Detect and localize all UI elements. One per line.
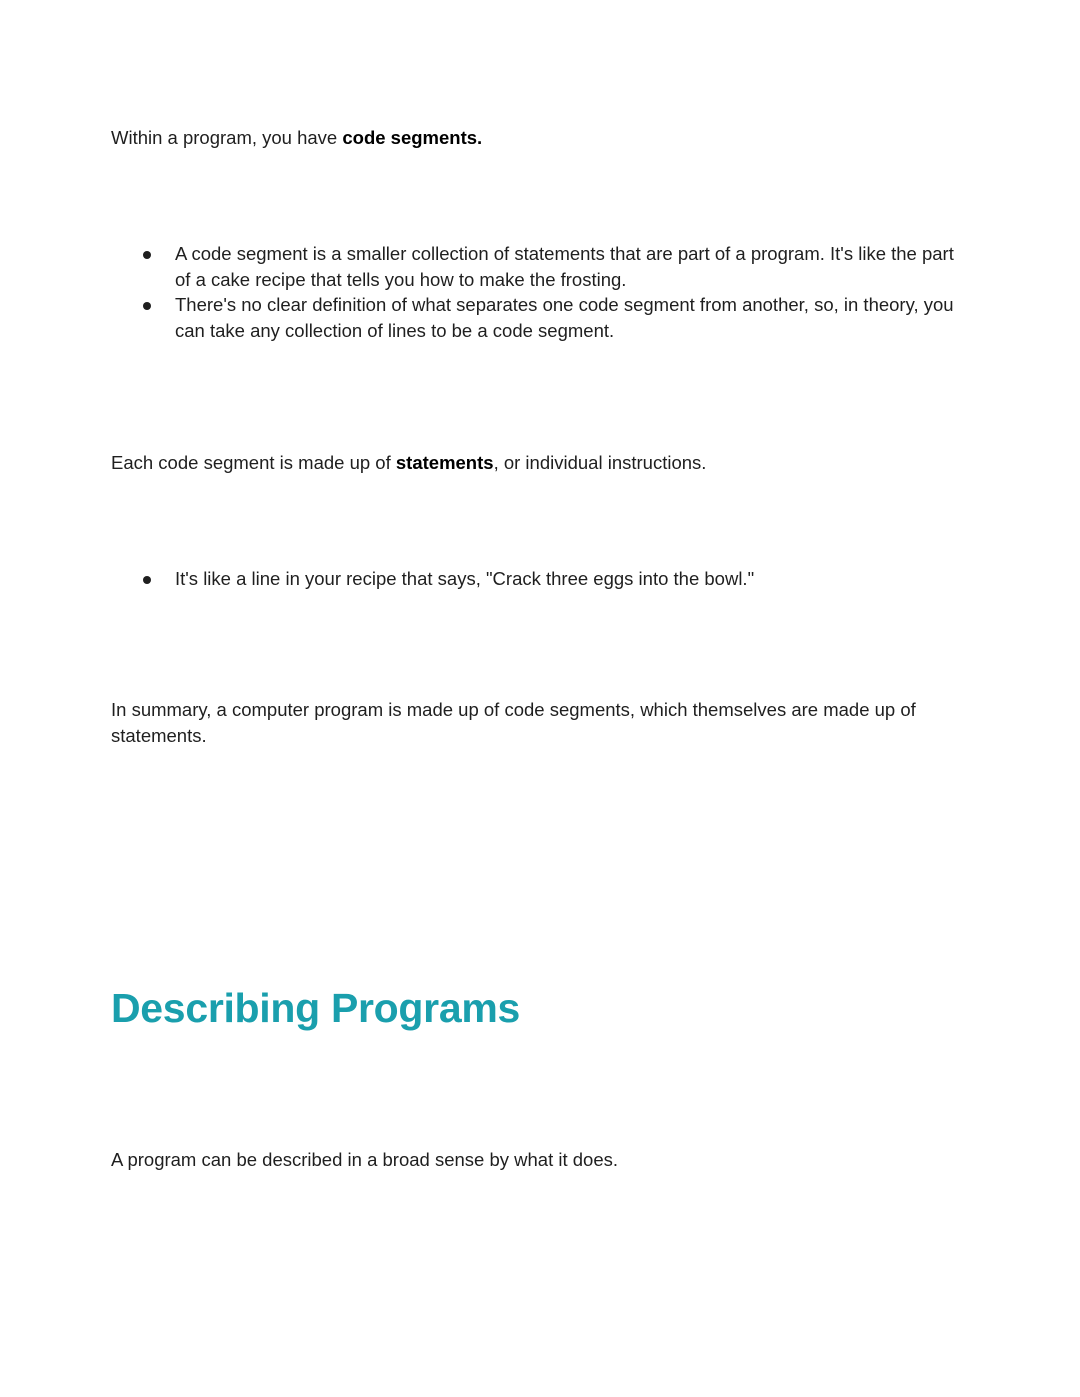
bullet-list-statements xyxy=(111,566,961,592)
bullet-icon xyxy=(143,302,151,310)
section-heading: Describing Programs xyxy=(111,985,520,1031)
list-item-text: A code segment is a smaller collection of statements that are part of a program. It's like the part of a cake recipe that tells you how to make the frosting. xyxy=(175,243,954,290)
bullet-icon xyxy=(143,251,151,259)
paragraph-code-segments-intro xyxy=(111,125,961,151)
list-item-text: There's no clear definition of what separates one code segment from another, so, in theory, you can take any collection of lines to be a code segment. xyxy=(175,294,954,341)
bold-term-statements: statements xyxy=(395,452,494,473)
bold-term-code-segments: code segments. xyxy=(342,127,483,148)
list-item xyxy=(111,292,961,343)
bullet-list-code-segments xyxy=(111,241,961,343)
list-item xyxy=(111,241,961,292)
list-item-text: It's like a line in your recipe that says, "Crack three eggs into the bowl." xyxy=(175,568,755,589)
paragraph-text: Within a program, you have xyxy=(111,127,343,148)
paragraph-text: , or individual instructions. xyxy=(493,452,707,473)
paragraph-statements xyxy=(111,450,961,476)
paragraph-summary: In summary, a computer program is made up of code segments, which themselves are made up of statements. xyxy=(111,699,916,746)
list-item xyxy=(111,566,961,592)
paragraph-text: Each code segment is made up of xyxy=(111,452,396,473)
bullet-icon xyxy=(143,576,151,584)
paragraph-describing: A program can be described in a broad sense by what it does. xyxy=(111,1149,618,1170)
